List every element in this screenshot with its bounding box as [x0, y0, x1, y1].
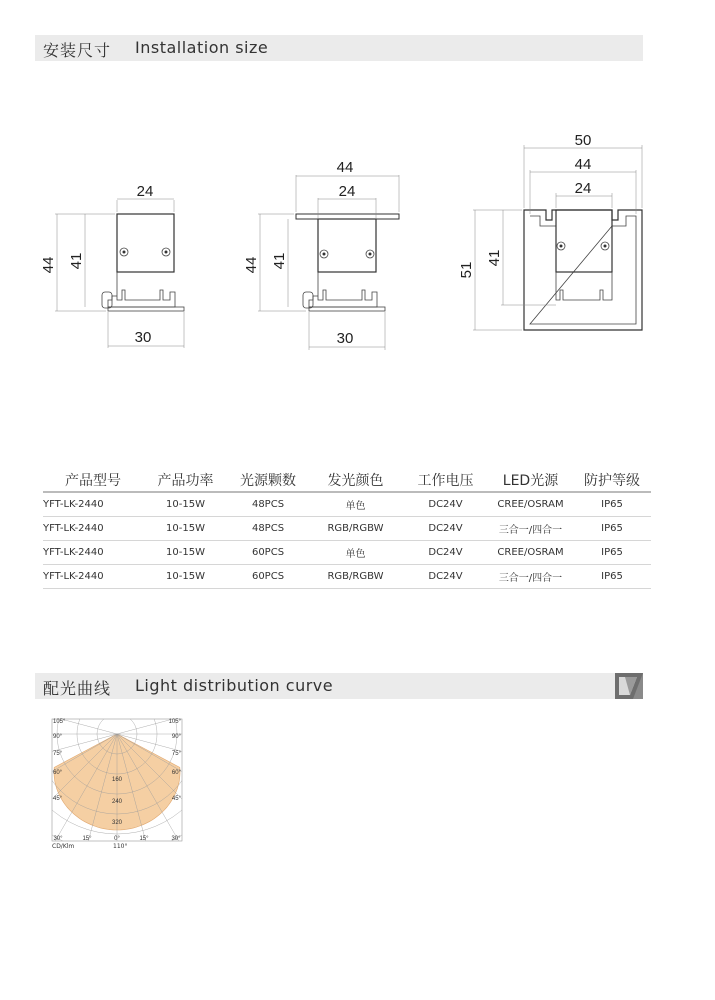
header-power: 产品功率: [143, 469, 228, 492]
installation-size-title-en: Installation size: [135, 38, 269, 57]
polar-angle-label-bottom: 15°: [82, 836, 92, 842]
polar-angle-label-right: 75°: [171, 751, 181, 757]
cell-power: 10-15W: [143, 517, 228, 541]
cell-ip-rating: IP65: [573, 492, 651, 517]
d1-top-dim: 24: [136, 183, 154, 200]
d1-left-outer-dim: 44: [40, 256, 57, 274]
polar-angle-label-bottom: 15°: [139, 836, 149, 842]
spec-table-header-row: [43, 469, 651, 492]
cell-color: 单色: [308, 492, 403, 517]
cell-ip-rating: IP65: [573, 565, 651, 589]
drawing-2: [243, 159, 399, 350]
cell-led-source: CREE/OSRAM: [488, 541, 573, 565]
d3-top1-dim: 50: [574, 132, 592, 149]
brand-logo-icon: [615, 673, 643, 699]
polar-angle-label-left: 45°: [53, 796, 63, 802]
polar-angle-label-bottom: 30°: [171, 836, 181, 842]
cell-voltage: DC24V: [403, 541, 488, 565]
polar-angle-label-right: 90°: [171, 734, 181, 740]
polar-radial-value: 320: [111, 820, 123, 826]
d3-top3-dim: 24: [574, 180, 592, 197]
header-color: 发光颜色: [308, 469, 403, 492]
polar-angle-label-left: 90°: [53, 734, 63, 740]
cell-led-count: 48PCS: [228, 517, 308, 541]
light-distribution-title-cn: 配光曲线: [43, 679, 112, 698]
installation-drawings: [0, 120, 715, 360]
polar-radial-value: 240: [111, 799, 123, 805]
cell-voltage: DC24V: [403, 492, 488, 517]
polar-angle-label-left: 60°: [53, 770, 63, 776]
cell-led-source: 三合一/四合一: [488, 517, 573, 541]
cell-voltage: DC24V: [403, 517, 488, 541]
cell-model: YFT-LK-2440: [43, 565, 143, 589]
light-distribution-chart: [40, 714, 190, 854]
cell-power: 10-15W: [143, 565, 228, 589]
cell-led-source: 三合一/四合一: [488, 565, 573, 589]
cell-led-count: 60PCS: [228, 541, 308, 565]
drawing-3: [458, 132, 642, 330]
table-row: [43, 541, 651, 565]
header-ip-rating: 防护等级: [573, 469, 651, 492]
cell-ip-rating: IP65: [573, 541, 651, 565]
polar-angle-label-bottom: 0°: [114, 836, 120, 842]
installation-size-title-cn: 安装尺寸: [43, 41, 112, 60]
cell-model: YFT-LK-2440: [43, 541, 143, 565]
header-voltage: 工作电压: [403, 469, 488, 492]
table-row: [43, 492, 651, 517]
d3-top2-dim: 44: [574, 156, 592, 173]
polar-radial-value: 160: [111, 777, 123, 783]
installation-size-header: [35, 35, 643, 61]
d2-bottom-dim: 30: [336, 330, 354, 347]
polar-angle-label-right: 60°: [171, 770, 181, 776]
header-model: 产品型号: [43, 469, 143, 492]
polar-angle-label-bottom: 30°: [53, 836, 63, 842]
d3-left-outer-dim: 51: [458, 261, 475, 279]
polar-angle-label-right: 45°: [171, 796, 181, 802]
cell-power: 10-15W: [143, 541, 228, 565]
table-row: [43, 517, 651, 541]
drawing-1: [40, 183, 184, 348]
cell-led-source: CREE/OSRAM: [488, 492, 573, 517]
light-distribution-title-en: Light distribution curve: [135, 676, 334, 695]
cell-color: RGB/RGBW: [308, 565, 403, 589]
cell-voltage: DC24V: [403, 565, 488, 589]
cell-led-count: 48PCS: [228, 492, 308, 517]
d2-top-outer-dim: 44: [336, 159, 354, 176]
d1-bottom-dim: 30: [134, 329, 152, 346]
d2-left-outer-dim: 44: [243, 256, 260, 274]
cell-model: YFT-LK-2440: [43, 517, 143, 541]
light-distribution-header: [35, 673, 643, 699]
polar-angle-label-left: 105°: [53, 719, 66, 725]
d3-left-inner-dim: 41: [486, 249, 503, 267]
polar-beam-angle-label: 110°: [113, 843, 128, 850]
cell-color: 单色: [308, 541, 403, 565]
table-row: [43, 565, 651, 589]
d1-left-inner-dim: 41: [68, 252, 85, 270]
cell-model: YFT-LK-2440: [43, 492, 143, 517]
cell-power: 10-15W: [143, 492, 228, 517]
header-led-count: 光源颗数: [228, 469, 308, 492]
header-led-source: LED光源: [488, 469, 573, 492]
polar-unit-label: CD/Klm: [52, 843, 75, 850]
cell-led-count: 60PCS: [228, 565, 308, 589]
polar-angle-label-left: 75°: [53, 751, 63, 757]
d2-top-inner-dim: 24: [338, 183, 356, 200]
cell-color: RGB/RGBW: [308, 517, 403, 541]
d2-left-inner-dim: 41: [271, 252, 288, 270]
cell-ip-rating: IP65: [573, 517, 651, 541]
polar-angle-label-right: 105°: [168, 719, 181, 725]
spec-table: [43, 469, 651, 589]
